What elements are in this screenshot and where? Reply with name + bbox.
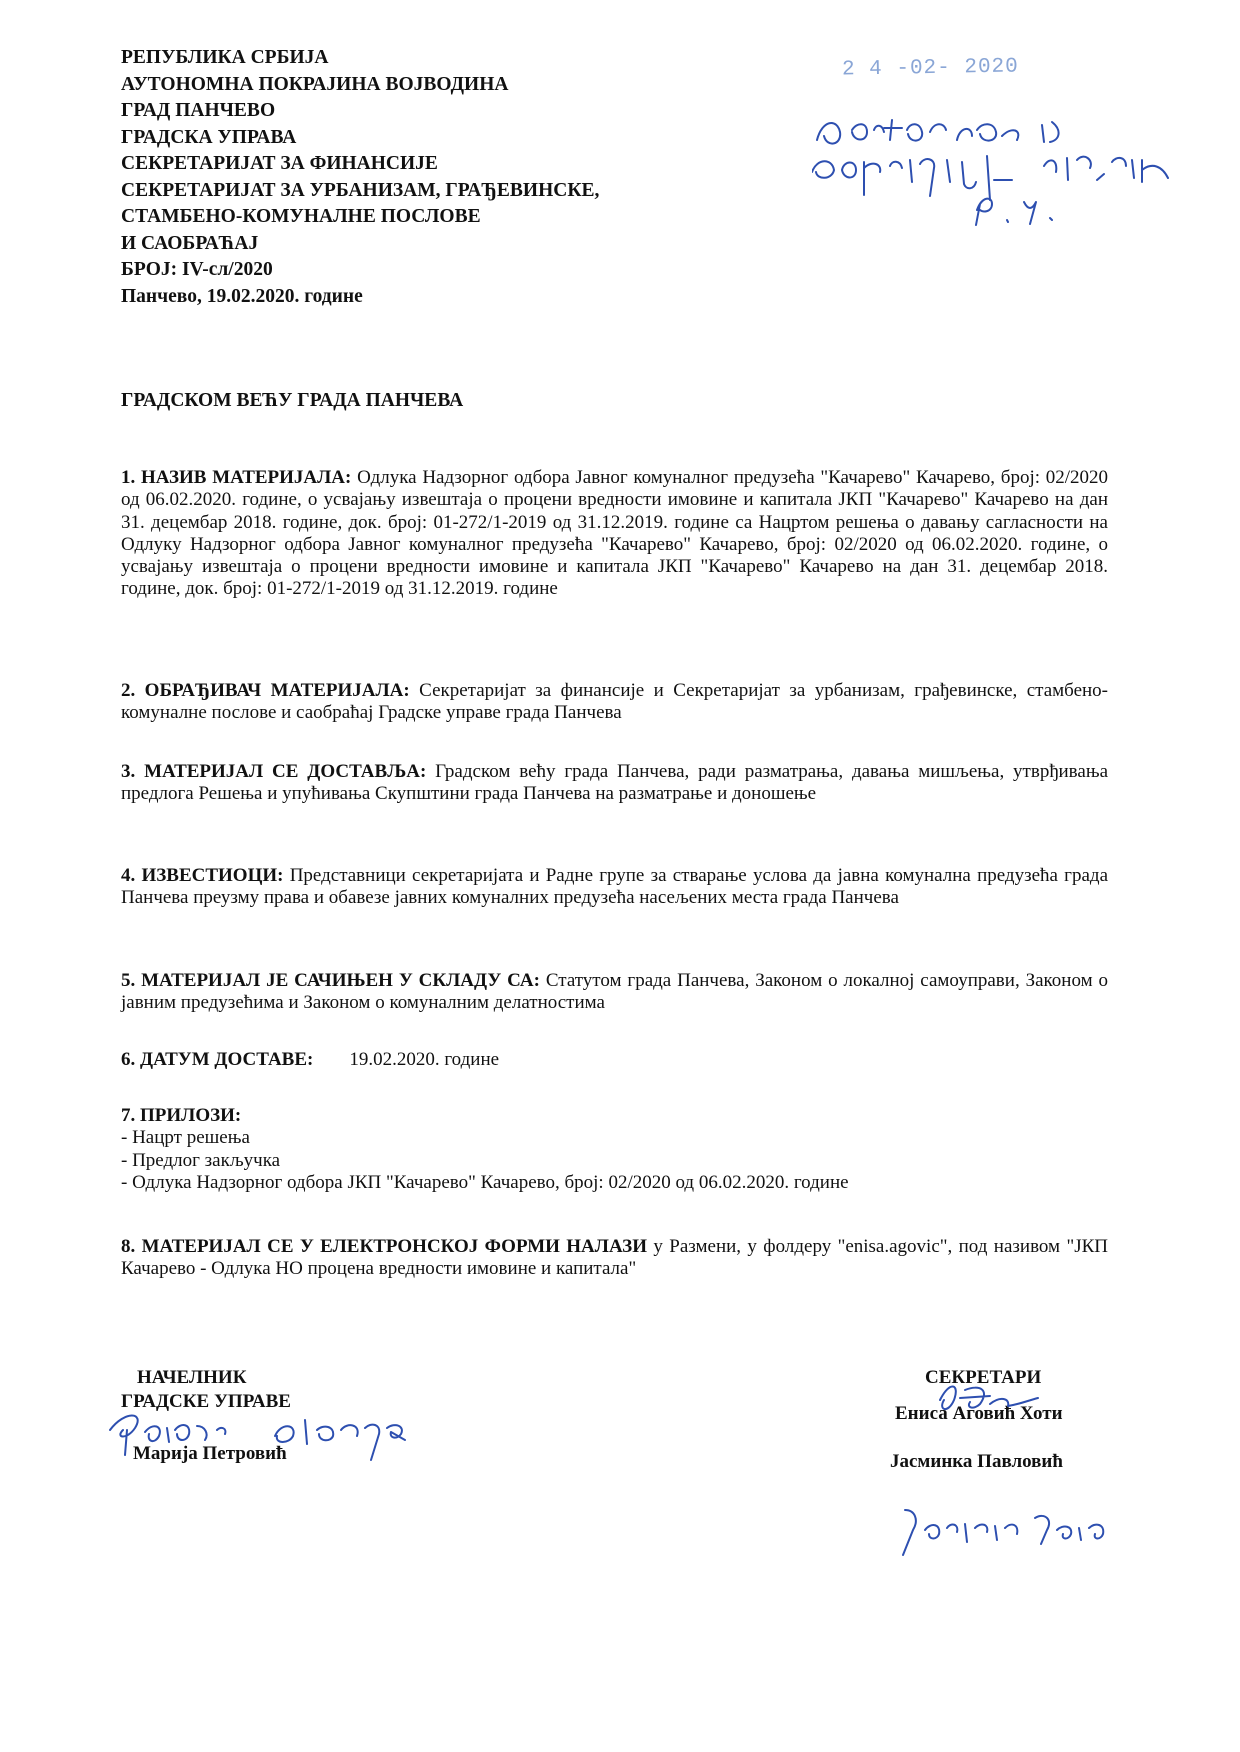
item-3-material-delivered	[121, 761, 1108, 806]
item-5-legal-basis	[121, 970, 1108, 1015]
header-line: СТАМБЕНО-КОМУНАЛНЕ ПОСЛОВЕ	[121, 206, 481, 227]
item-6-delivery-date	[121, 1049, 1108, 1071]
handwritten-signature	[930, 1370, 1040, 1420]
item-label: 2. ОБРАЂИВАЧ МАТЕРИЈАЛА:	[121, 680, 410, 701]
attachment-item: - Одлука Надзорног одбора ЈКП "Качарево" Качарево, број: 02/2020 од 06.02.2020. године	[121, 1171, 849, 1193]
received-date-stamp: 2 4 -02- 2020	[841, 55, 1020, 82]
header-line: РЕПУБЛИКА СРБИЈА	[121, 47, 329, 68]
item-label: 5. МАТЕРИЈАЛ ЈЕ САЧИЊЕН У СКЛАДУ СА:	[121, 970, 540, 991]
signatory-title: ГРАДСКЕ УПРАВЕ	[121, 1391, 291, 1412]
item-text: 19.02.2020. године	[349, 1049, 500, 1070]
header-line: АУТОНОМНА ПОКРАЈИНА ВОЈВОДИНА	[121, 73, 509, 95]
document-number: БРОЈ: IV-сл/2020	[121, 259, 273, 280]
signatory-name: Јасминка Павловић	[890, 1451, 1063, 1472]
item-7-attachments	[121, 1105, 1108, 1194]
document-date: Панчево, 19.02.2020. године	[121, 285, 363, 307]
signatory-title: СЕКРЕТАРИ	[925, 1367, 1042, 1388]
document-header	[121, 45, 599, 310]
item-8-electronic-location	[121, 1236, 1108, 1281]
item-text: Градском већу града Панчева, ради разматрања, давања мишљења, утврђивања предлога Решења и упућивања Скупштини града Панчева на разматрање и доношење	[121, 761, 1108, 805]
header-line: СЕКРЕТАРИЈАТ ЗА УРБАНИЗАМ, ГРАЂЕВИНСКЕ,	[121, 179, 600, 201]
handwritten-signature	[105, 1400, 435, 1470]
handwritten-signature	[885, 1500, 1115, 1560]
header-line: СЕКРЕТАРИЈАТ ЗА ФИНАНСИЈЕ	[121, 153, 438, 174]
attachment-item: - Предлог закључка	[121, 1149, 281, 1171]
item-2-material-processor	[121, 680, 1108, 725]
header-line: И САОБРАЋАЈ	[121, 232, 259, 254]
handwritten-note	[812, 100, 1192, 230]
header-line: ГРАДСКА УПРАВА	[121, 126, 297, 148]
item-label: 7. ПРИЛОЗИ:	[121, 1105, 242, 1126]
signatory-title: НАЧЕЛНИК	[137, 1367, 247, 1388]
signatory-name: Марија Петровић	[133, 1443, 287, 1464]
header-line: ГРАД ПАНЧЕВО	[121, 100, 276, 121]
item-4-rapporteurs	[121, 865, 1108, 910]
addressee: ГРАДСКОМ ВЕЋУ ГРАДА ПАНЧЕВА	[121, 390, 464, 411]
item-text: у Размени, у фолдеру "enisa.agovic", под називом "ЈКП Качарево - Одлука НО процена вредности имовине и капитала"	[121, 1236, 1108, 1280]
signatory-name: Ениса Аговић Хоти	[895, 1403, 1063, 1424]
item-text: Представници секретаријата и Радне групе за стварање услова да јавна комунална предузећа града Панчева преузму права и обавезе јавних комуналних предузећа насељених места града Панчева	[121, 865, 1109, 909]
attachment-item: - Нацрт решења	[121, 1127, 250, 1149]
item-label: 8. МАТЕРИЈАЛ СЕ У ЕЛЕКТРОНСКОЈ ФОРМИ НАЛАЗИ	[121, 1236, 647, 1257]
item-text: Секретаријат за финансије и Секретаријат за урбанизам, грађевинске, стамбено-комуналне послове и саобраћај Градске управе града Панчева	[121, 680, 1109, 724]
item-1-material-name	[121, 467, 1108, 601]
item-text: Статутом града Панчева, Законом о локалној самоуправи, Законом о јавним предузећима и Законом о комуналним делатностима	[121, 970, 1108, 1014]
item-label: 6. ДАТУМ ДОСТАВЕ:	[121, 1049, 314, 1070]
item-text: Одлука Надзорног одбора Јавног комуналног предузећа "Качарево" Качарево, број: 02/2020 од 06.02.2020. године, о усвајању извештаја о процени вредности имовине и капитала ЈКП "Качарево" Качарево на дан 31. децембар 2018. године, док. број: 01-272/1-2019 од 31.12.2019. године са Нацртом решења о давању сагласности на Одлуку Надзорног одбора Јавног комуналног предузећа "Качарево" Качарево, број: 02/2020 од 06.02.2020. године, о усвајању извештаја о процени вредности имовине и капитала ЈКП "Качарево" Качарево на дан 31. децембар 2018. године, док. број: 01-272/1-2019 од 31.12.2019. године	[121, 467, 1109, 600]
item-label: 4. ИЗВЕСТИОЦИ:	[121, 865, 284, 886]
item-label: 3. МАТЕРИЈАЛ СЕ ДОСТАВЉА:	[121, 761, 427, 782]
item-label: 1. НАЗИВ МАТЕРИЈАЛА:	[121, 467, 352, 488]
